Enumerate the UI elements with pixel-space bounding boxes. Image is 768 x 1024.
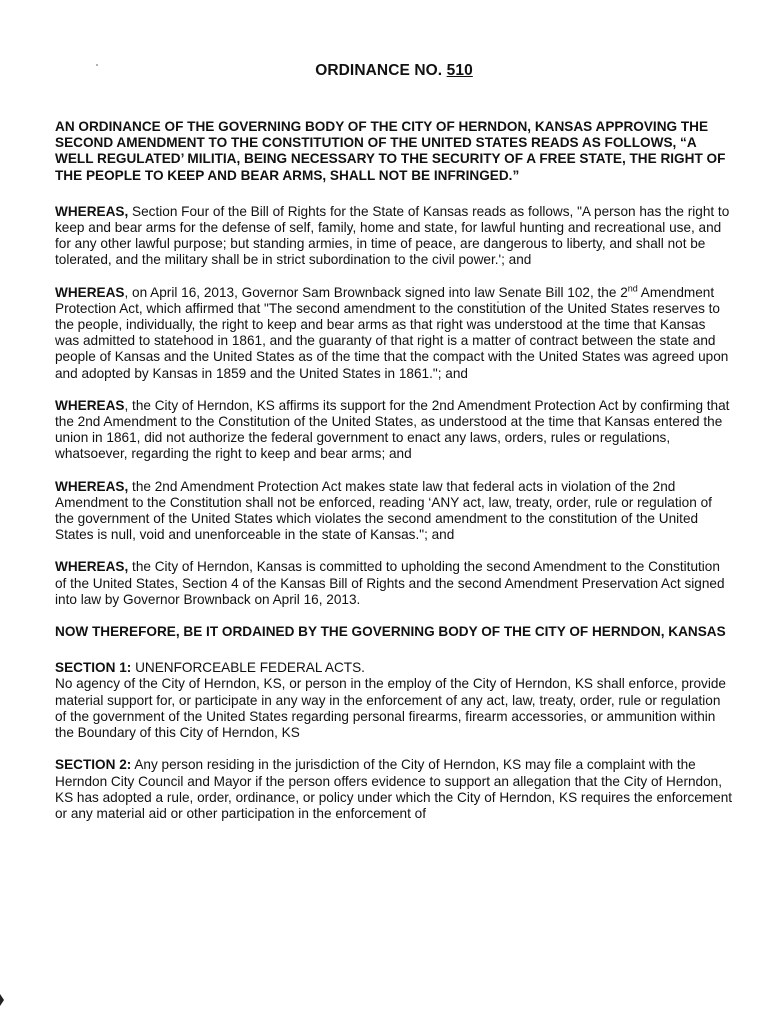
whereas-text: the 2nd Amendment Protection Act makes state law that federal acts in violation of the 2nd Amendment to the Constitution shall not be enforced, reading ‘ANY act, law, treaty, order, rule or regulation of the government of the United States which violates the second amendment to the constitution of the United States is null, void and unenforceable in the state of Kansas."; and [55,478,712,543]
whereas-lead: WHEREAS, [55,559,129,575]
whereas-text: , the City of Herndon, KS affirms its support for the 2nd Amendment Protection Act by confirming that the 2nd Amendment to the Constitution of the United States, as understood at the time that Kansas entered the union in 1861, did not authorize the federal government to enact any laws, orders, rules or regulations, whatsoever, regarding the right to keep and bear arms; and [55,397,730,462]
ordinance-caption: AN ORDINANCE OF THE GOVERNING BODY OF THE CITY OF HERNDON, KANSAS APPROVING THE SECOND AMENDMENT TO THE CONSTITUTION OF THE UNITED STATES READS AS FOLLOWS, “A WELL REGULATED’ MILITIA, BEING NECESSARY TO THE SECURITY OF A FREE STATE, THE RIGHT OF THE PEOPLE TO KEEP AND BEAR ARMS, SHALL NOT BE INFRINGED.” [55,119,726,183]
whereas-clause-1 [55,204,733,269]
ordinal-superscript: nd [627,283,638,294]
section-1 [55,660,733,741]
ordinance-number: 510 [446,62,473,79]
section-2-heading: SECTION 2: [55,757,132,773]
whereas-text: Section Four of the Bill of Rights for the State of Kansas reads as follows, "A person has the right to keep and bear arms for the defense of self, family, home and state, for lawful hunting and recreational use, and for any other lawful purpose; but standing armies, in time of peace, are dangerous to liberty, and shall not be tolerated, and the military shall be in strict subordination to the civil power.'; and [55,203,730,268]
whereas-text: Amendment Protection Act, which affirmed that "The second amendment to the constitution of the United States reserves to the people, individually, the right to keep and bear arms as that right was understood at the time that Kansas was admitted to statehood in 1861, and the guaranty of that right is a matter of contract between the state and people of Kansas and the United States as of the time that the compact with the United States was agreed upon and adopted by Kansas in 1859 and the United States in 1861."; and [55,284,729,381]
whereas-lead: WHEREAS, [55,478,129,494]
scan-edge-mark [0,994,4,1006]
whereas-lead: WHEREAS [55,397,125,413]
section-1-title: UNENFORCEABLE FEDERAL ACTS. [131,660,365,676]
section-2 [55,757,733,822]
ordaining-clause: NOW THEREFORE, BE IT ORDAINED BY THE GOVERNING BODY OF THE CITY OF HERNDON, KANSAS [55,624,726,640]
document-page [55,62,733,838]
section-1-heading: SECTION 1: [55,660,132,676]
title-prefix: ORDINANCE NO. [315,62,443,79]
ordinance-title [55,62,733,80]
whereas-clause-3 [55,398,733,463]
section-2-body: Any person residing in the jurisdiction of the City of Herndon, KS may file a complaint with the Herndon City Council and Mayor if the person offers evidence to support an allegation that the City of Herndon, KS has adopted a rule, order, ordinance, or policy under which the City of Herndon, KS requires the enforcement or any material aid or other participation in the enforcement of [55,757,733,821]
whereas-clause-2 [55,285,733,382]
section-1-body: No agency of the City of Herndon, KS, or person in the employ of the City of Herndon, KS shall enforce, provide material support for, or participate in any way in the enforcement of any act, law, treaty, order, rule or regulation of the government of the United States regarding personal firearms, firearm accessories, or ammunition within the Boundary of this City of Herndon, KS [55,676,726,741]
whereas-text: , on April 16, 2013, Governor Sam Brownback signed into law Senate Bill 102, the 2 [124,284,628,300]
whereas-lead: WHEREAS, [55,203,129,219]
whereas-lead: WHEREAS [55,284,125,300]
whereas-clause-5 [55,559,733,608]
whereas-text: the City of Herndon, Kansas is committed to upholding the second Amendment to the Constitution of the United States, Section 4 of the Kansas Bill of Rights and the second Amendment Preservation Act signed into law by Governor Brownback on April 16, 2013. [55,559,725,607]
whereas-clause-4 [55,479,733,544]
